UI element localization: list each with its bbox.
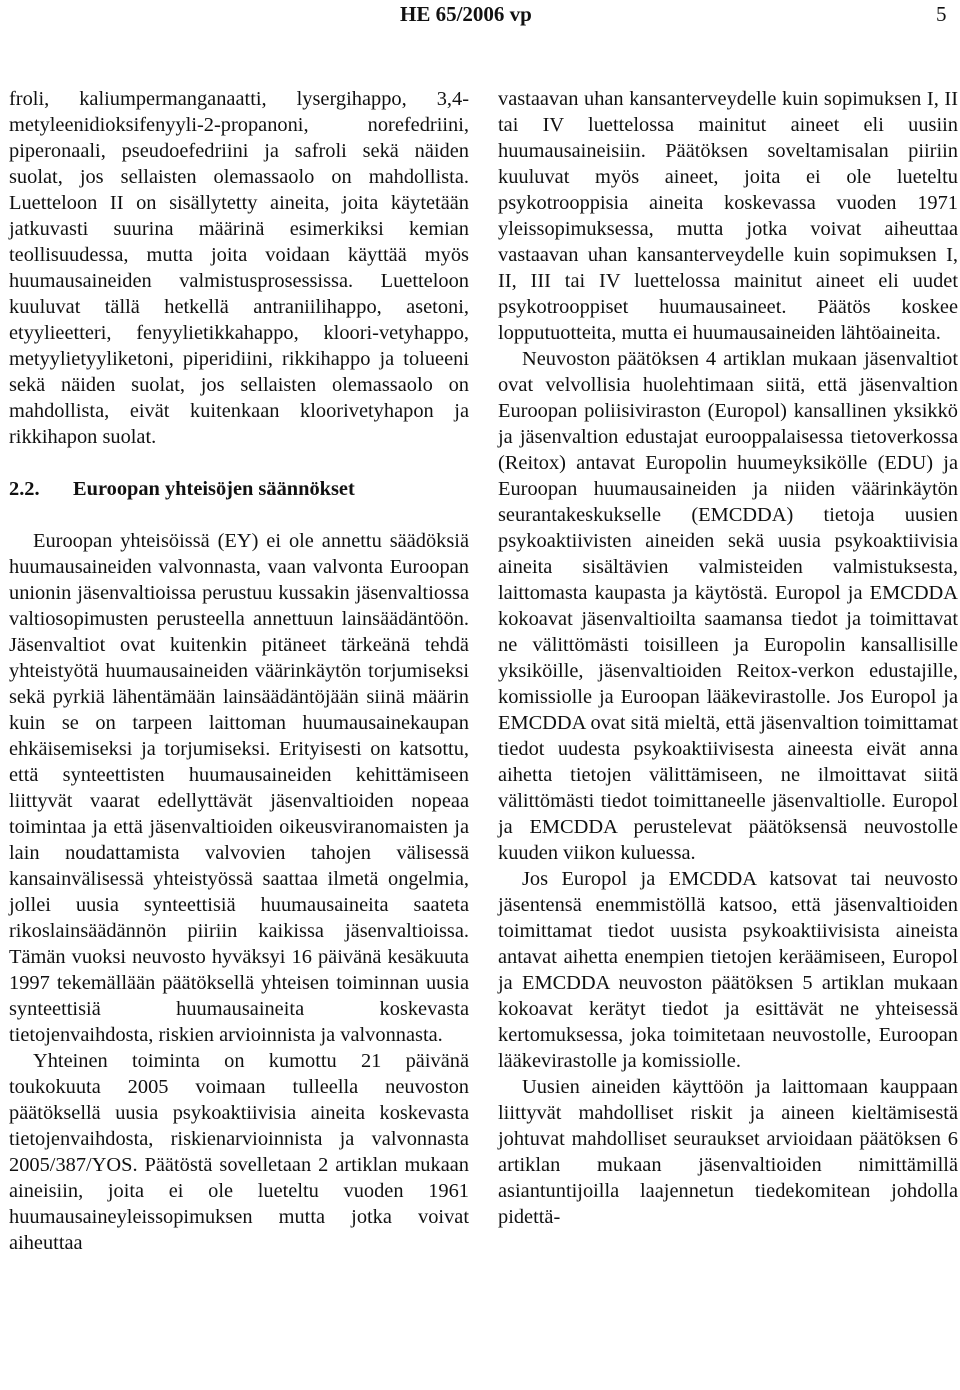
paragraph: Yhteinen toiminta on kumottu 21 päivänä toukokuuta 2005 voimaan tulleella neuvoston päätöksellä uusia psykoaktiivisia aineita koskevasta tietojenvaihdosta, riskienarvioinnista ja valvonnasta 2005/387/YOS. Päätöstä sovelletaan 2 artiklan mukaan aineisiin, joita ei ole lueteltu vuoden 1961 huumausaineyleissopimuksen mutta jotka voivat aiheuttaa: [9, 1050, 469, 1254]
section-number: 2.2.: [9, 478, 40, 500]
left-column: [9, 86, 469, 1256]
page-header: [0, 2, 960, 32]
paragraph: Jos Europol ja EMCDDA katsovat tai neuvosto jäsentensä enemmistöllä katsoo, että jäsenvaltioiden toimittamat tiedot uusista psykoaktiivisista aineista antavat aihetta enempien tietojen keräämiseen, Europol ja EMCDDA neuvoston päätöksen 5 artiklan mukaan kokoavat kerätyt tiedot ja esittävät ne yhteisessä kertomuksessa, joka toimitetaan neuvostolle, Euroopan lääkevirastolle ja komissiolle.: [498, 868, 958, 1072]
paragraph: froli, kaliumpermanganaatti, lysergihappo, 3,4-metyleenidioksifenyyli-2-propanoni, norefedriini, piperonaali, pseudoefedriini ja safroli sekä näiden suolat, jos sellaisten olemassaolo on mahdollista. Luetteloon II on sisällytetty aineita, joita käytetään jatkuvasti suurina määrinä esimerkiksi kemian teollisuudessa, mutta joita voidaan käyttää myös huumausaineiden valmistusprosessissa. Luetteloon kuuluvat tällä hetkellä antraniilihappo, asetoni, etyylieetteri, fenyylietikkahappo, kloori-vetyhappo, metyylietyyliketoni, piperidiini, rikkihappo ja tolueeni sekä näiden suolat, jos sellaisten olemassaolo on mahdollista, eivät kuitenkaan kloorivetyhapon ja rikkihapon suolat.: [9, 88, 469, 448]
paragraph: Neuvoston päätöksen 4 artiklan mukaan jäsenvaltiot ovat velvollisia huolehtimaan siitä, että jäsenvaltion Euroopan poliisiviraston (Europol) kansallinen yksikkö ja jäsenvaltion edustajat eurooppalaisessa tietoverkossa (Reitox) antavat Europolin huumeyksikölle (EDU) ja Euroopan huumausaineiden ja niiden väärinkäytön seurantakeskukselle (EMCDDA) tietoja uusien psykoaktiivisten aineiden sekä uusia psykoaktiivisia aineita sisältävien valmisteiden valmistuksesta, laittomasta kaupasta ja käytöstä. Europol ja EMCDDA kokoavat jäsenvaltioilta saamansa tiedot ja toimittavat ne välittömästi toisilleen ja Europolin kansallisille yksiköille, jäsenvaltioiden Reitox-verkon edustajille, komissiolle ja Euroopan lääkevirastolle. Jos Europol ja EMCDDA ovat sitä mieltä, että jäsenvaltion toimittamat tiedot uudesta psykoaktiivisesta aineesta eivät anna aihetta tietojen välittämiseen, ne ilmoittavat siitä välittömästi tiedot toimittaneelle jäsenvaltiolle. Europol ja EMCDDA perustelevat päätöksensä neuvostolle kuuden viikon kuluessa.: [498, 348, 958, 864]
paragraph: Euroopan yhteisöissä (EY) ei ole annettu säädöksiä huumausaineiden valvonnasta, vaan valvonta Euroopan unionin jäsenvaltioissa perustuu kussakin jäsenvaltiossa valtiosopimusten perusteella annettuun lainsäädäntöön. Jäsenvaltiot ovat kuitenkin pitäneet tärkeänä tehdä yhteistyötä huumausaineiden väärinkäytön torjumiseksi sekä pyrkiä lähentämään lainsäädäntöjään siinä määrin kuin se on tarpeen laittoman huumausainekaupan ehkäisemiseksi ja torjumiseksi. Erityisesti on katsottu, että synteettisten huumausaineiden kehittämiseen liittyvät vaarat edellyttävät jäsenvaltioiden nopeaa toimintaa ja että jäsenvaltioiden oikeusviranomaisten ja lain noudattamista valvovien tahojen välisessä kansainvälisessä yhteistyössä saattaa ilmetä ongelmia, jollei uusia synteettisiä huumausaineita saateta rikoslainsäädännön piiriin kaikissa jäsenvaltioissa. Tämän vuoksi neuvosto hyväksyi 16 päivänä kesäkuuta 1997 tekemällään päätöksellä yhteisen toiminnan uusia synteettisiä huumausaineita koskevasta tietojenvaihdosta, riskien arvioinnista ja valvonnasta.: [9, 530, 469, 1046]
page-number: 5: [936, 2, 947, 26]
paragraph: vastaavan uhan kansanterveydelle kuin sopimuksen I, II tai IV luettelossa mainitut aineet eli uusiin huumausaineisiin. Päätöksen soveltamisalan piiriin kuuluvat myös aineet, joita ei ole lueteltu psykotrooppisia aineita koskevassa vuoden 1971 yleissopimuksessa, mutta jotka voivat aiheuttaa vastaavan uhan kansanterveydelle kuin sopimuksen I, II, III tai IV luettelossa mainitut aineet eli uudet psykotrooppiset huumausaineet. Päätös koskee lopputuotteita, mutta ei huumausaineiden lähtöaineita.: [498, 88, 958, 344]
section-heading: [9, 476, 469, 502]
section-title: Euroopan yhteisöjen säännökset: [73, 478, 355, 500]
right-column: [498, 86, 958, 1230]
document-id: HE 65/2006 vp: [400, 2, 532, 26]
paragraph: Uusien aineiden käyttöön ja laittomaan kauppaan liittyvät mahdolliset riskit ja aineen kieltämisestä johtuvat mahdolliset seuraukset arvioidaan päätöksen 6 artiklan mukaan jäsenvaltioiden nimittämillä asiantuntijoilla laajennetun tiedekomitean johdolla pidettä-: [498, 1076, 958, 1228]
